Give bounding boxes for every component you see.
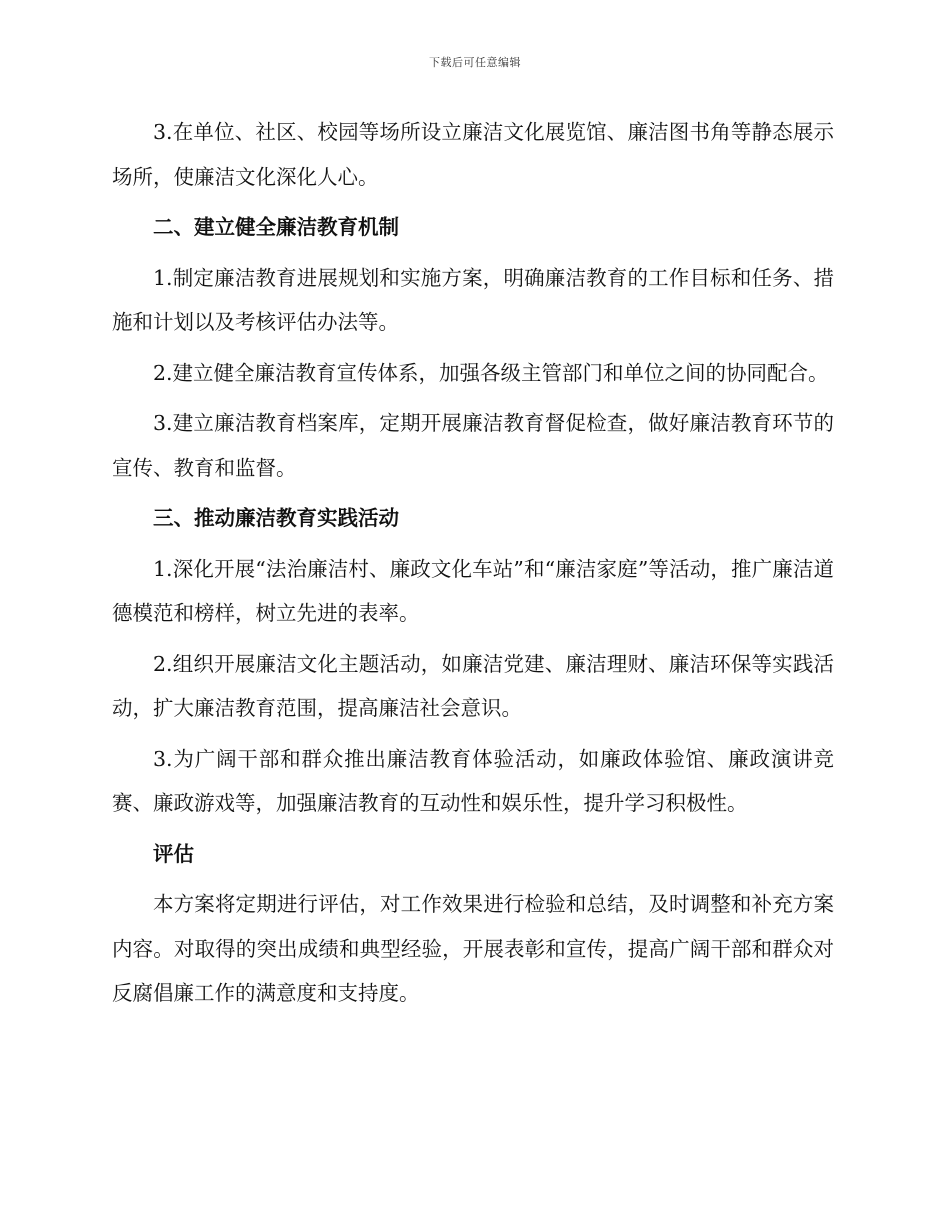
paragraph-experience-activities: 3.为广阔干部和群众推出廉洁教育体验活动，如廉政体验馆、廉政演讲竞赛、廉政游戏等，加强廉洁教育的互动性和娱乐性，提升学习积极性。: [112, 746, 834, 815]
paragraph-planning: 1.制定廉洁教育进展规划和实施方案，明确廉洁教育的工作目标和任务、措施和计划以及考核评估办法等。: [112, 265, 834, 334]
document-body: [112, 110, 834, 1022]
paragraph-evaluation: 本方案将定期进行评估，对工作效果进行检验和总结，及时调整和补充方案内容。对取得的突出成绩和典型经验，开展表彰和宣传，提高广阔干部和群众对反腐倡廉工作的满意度和支持度。: [112, 892, 834, 1005]
paragraph-theme-activities: 2.组织开展廉洁文化主题活动，如廉洁党建、廉洁理财、廉洁环保等实践活动，扩大廉洁教育范围，提高廉洁社会意识。: [112, 651, 834, 720]
paragraph-publicity-system: 2.建立健全廉洁教育宣传体系，加强各级主管部门和单位之间的协同配合。: [153, 360, 829, 385]
paragraph-archive: 3.建立廉洁教育档案库，定期开展廉洁教育督促检查，做好廉洁教育环节的宣传、教育和监督。: [112, 411, 834, 480]
paragraph-display-venues: 3.在单位、社区、校园等场所设立廉洁文化展览馆、廉洁图书角等静态展示场所，使廉洁文化深化人心。: [112, 120, 834, 189]
section-heading-practice-activities: 三、推动廉洁教育实践活动: [153, 506, 399, 530]
paragraph-model-activities: 1.深化开展“法治廉洁村、廉政文化车站”和“廉洁家庭”等活动，推广廉洁道德模范和榜样，树立先进的表率。: [112, 556, 834, 625]
page-header: 下载后可任意编辑: [429, 56, 521, 69]
section-heading-education-mechanism: 二、建立健全廉洁教育机制: [153, 215, 399, 239]
section-heading-evaluation: 评估: [153, 841, 194, 866]
